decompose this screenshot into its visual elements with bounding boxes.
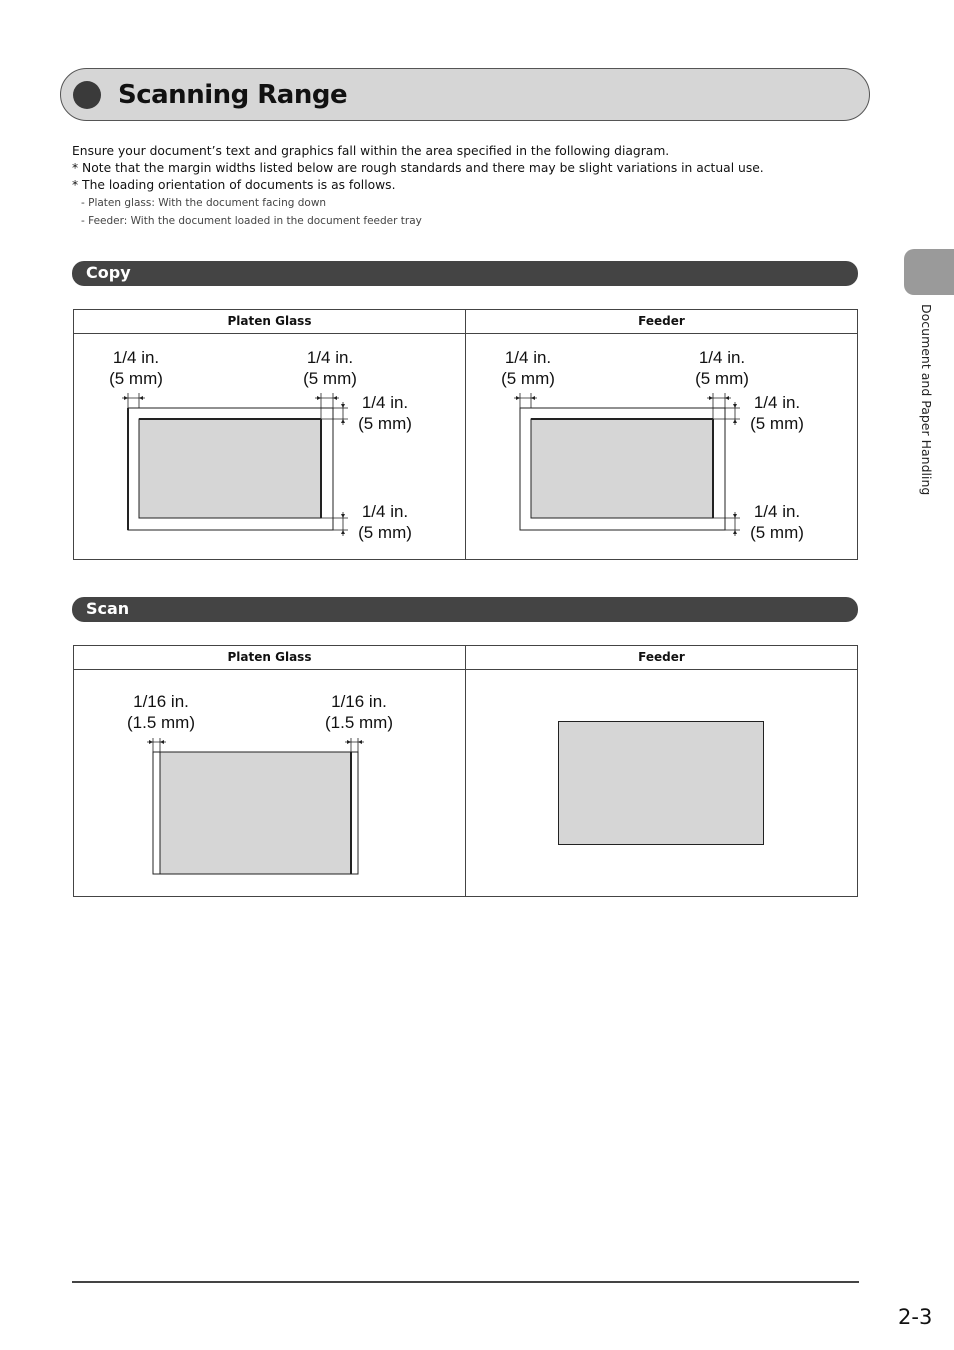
page-number: 2-3 — [898, 1305, 933, 1329]
copy-section-label: Copy — [86, 263, 131, 282]
copy-platen-diagram — [110, 388, 360, 548]
scan-feeder-scanning-area — [558, 721, 764, 845]
scan-platen-diagram — [140, 733, 380, 883]
scan-section-bar — [72, 597, 858, 622]
copy-feeder-left-margin-label: 1/4 in. (5 mm) — [501, 348, 555, 388]
scanning-area — [139, 419, 321, 518]
copy-platen-bottom-margin-label: 1/4 in. (5 mm) — [358, 502, 412, 542]
copy-platen-right-margin-label: 1/4 in. (5 mm) — [303, 348, 357, 388]
chapter-tab — [904, 249, 954, 295]
intro-subnote-platen: - Platen glass: With the document facing down — [81, 197, 327, 209]
footer-rule — [72, 1281, 859, 1283]
copy-feeder-diagram — [502, 388, 752, 548]
copy-platen-left-margin-label: 1/4 in. (5 mm) — [109, 348, 163, 388]
intro-line-2: * Note that the margin widths listed below are rough standards and there may be slight variations in actual use. — [72, 161, 764, 175]
scan-section-label: Scan — [86, 599, 130, 618]
copy-platen-top-margin-label: 1/4 in. (5 mm) — [358, 393, 412, 433]
scan-header-feeder: Feeder — [638, 650, 685, 664]
scanning-area — [160, 752, 351, 874]
intro-text — [72, 143, 764, 230]
copy-feeder-top-margin-label: 1/4 in. (5 mm) — [750, 393, 804, 433]
scan-platen-left-margin-label: 1/16 in. (1.5 mm) — [127, 692, 195, 732]
copy-feeder-right-margin-label: 1/4 in. (5 mm) — [695, 348, 749, 388]
intro-subnote-feeder: - Feeder: With the document loaded in the document feeder tray — [81, 215, 422, 227]
scan-header-platen: Platen Glass — [227, 650, 312, 664]
copy-header-feeder: Feeder — [638, 314, 685, 328]
title-bullet-icon — [73, 81, 101, 109]
table-column-divider — [465, 310, 466, 559]
scan-platen-right-margin-label: 1/16 in. (1.5 mm) — [325, 692, 393, 732]
copy-feeder-bottom-margin-label: 1/4 in. (5 mm) — [750, 502, 804, 542]
intro-line-1: Ensure your document’s text and graphics fall within the area specified in the following diagram. — [72, 144, 670, 158]
intro-line-3: * The loading orientation of documents is as follows. — [72, 178, 396, 192]
scanning-area — [531, 419, 713, 518]
copy-section-bar — [72, 261, 858, 286]
chapter-tab-label: Document and Paper Handling — [919, 304, 934, 496]
copy-header-platen: Platen Glass — [227, 314, 312, 328]
page-title: Scanning Range — [118, 80, 348, 110]
table-column-divider — [465, 646, 466, 896]
